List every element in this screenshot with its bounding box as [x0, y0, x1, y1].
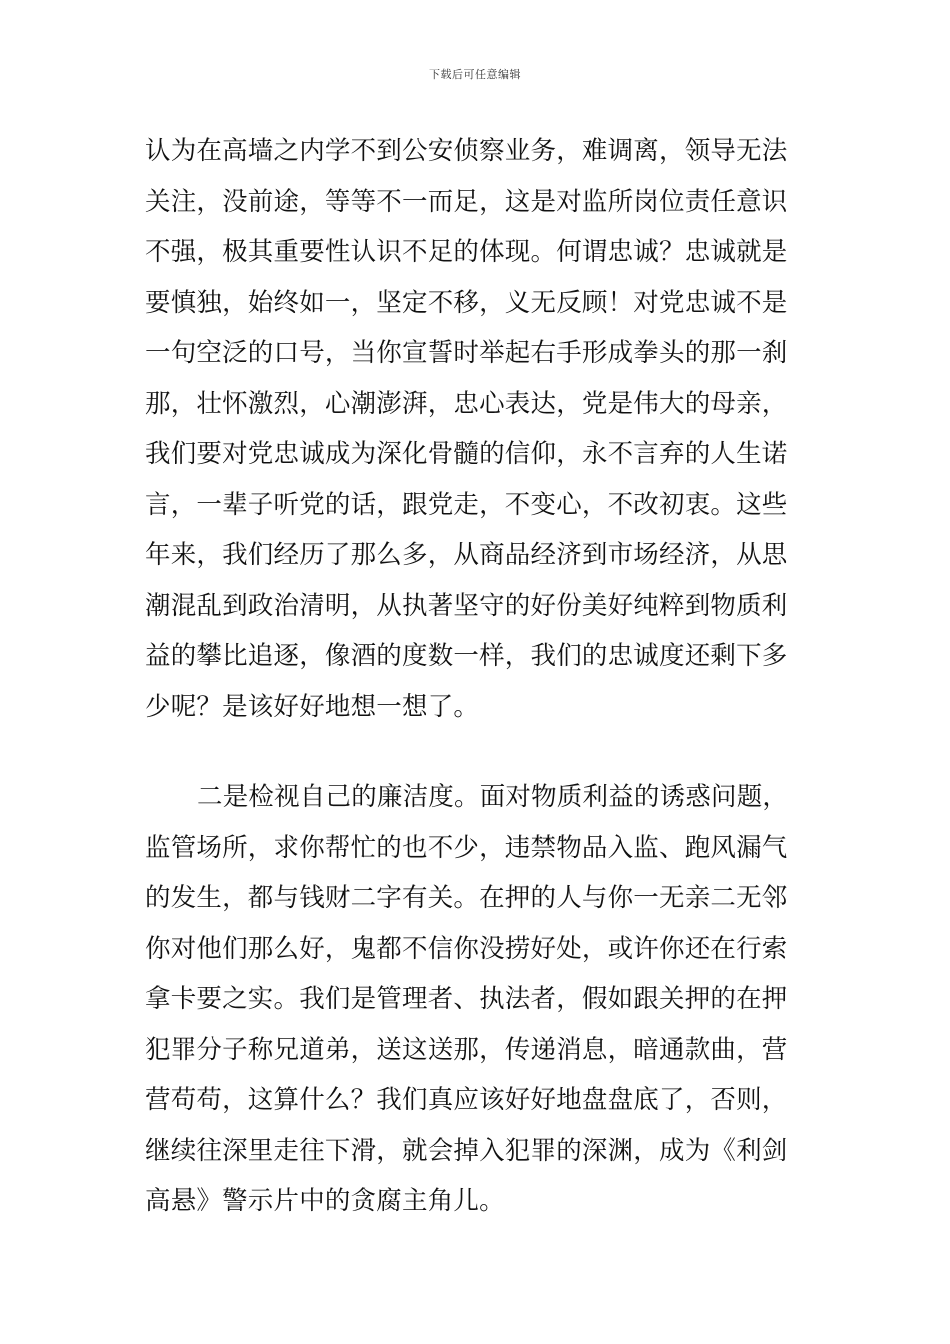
- text-line: 营苟苟，这算什么？我们真应该好好地盘盘底了，否则，: [145, 1085, 788, 1115]
- text-line: 关注，没前途，等等不一而足，这是对监所岗位责任意识: [145, 186, 788, 217]
- text-line: 高悬》警示片中的贪腐主角儿。: [145, 1186, 505, 1216]
- text-line: 继续往深里走往下滑，就会掉入犯罪的深渊，成为《利剑: [145, 1135, 788, 1166]
- text-line: 犯罪分子称兄道弟，送这送那，传递消息，暗通款曲，营: [145, 1034, 788, 1065]
- text-line: 的发生，都与钱财二字有关。在押的人与你一无亲二无邻: [145, 883, 788, 913]
- text-line: 不强，极其重要性认识不足的体现。何谓忠诚？忠诚就是: [145, 237, 788, 267]
- text-line-indented: 二是检视自己的廉洁度。面对物质利益的诱惑问题，: [197, 782, 789, 812]
- paragraph-2: [145, 772, 808, 1227]
- text-line: 监管场所，求你帮忙的也不少，违禁物品入监、跑风漏气: [145, 832, 788, 863]
- text-line: 言，一辈子听党的话，跟党走，不变心，不改初衷。这些: [145, 489, 788, 520]
- text-line: 少呢？是该好好地想一想了。: [145, 691, 480, 722]
- text-line: 拿卡要之实。我们是管理者、执法者，假如跟关押的在押: [145, 984, 788, 1014]
- text-line: 我们要对党忠诚成为深化骨髓的信仰，永不言弃的人生诺: [145, 439, 788, 469]
- paragraph-1: [145, 126, 808, 732]
- text-line: 一句空泛的口号，当你宣誓时举起右手形成拳头的那一刹: [145, 338, 788, 368]
- text-line: 那，壮怀激烈，心潮澎湃，忠心表达，党是伟大的母亲，: [145, 388, 788, 419]
- text-line: 要慎独，始终如一，坚定不移，义无反顾！对党忠诚不是: [145, 287, 788, 318]
- page-header: 下载后可任意编辑: [429, 68, 521, 81]
- text-line: 你对他们那么好，鬼都不信你没捞好处，或许你还在行索: [145, 933, 788, 964]
- text-line: 潮混乱到政治清明，从执著坚守的好份美好纯粹到物质利: [145, 590, 788, 621]
- text-line: 年来，我们经历了那么多，从商品经济到市场经济，从思: [145, 540, 788, 570]
- text-line: 认为在高墙之内学不到公安侦察业务，难调离，领导无法: [145, 136, 788, 166]
- text-line: 益的攀比追逐，像酒的度数一样，我们的忠诚度还剩下多: [145, 641, 788, 671]
